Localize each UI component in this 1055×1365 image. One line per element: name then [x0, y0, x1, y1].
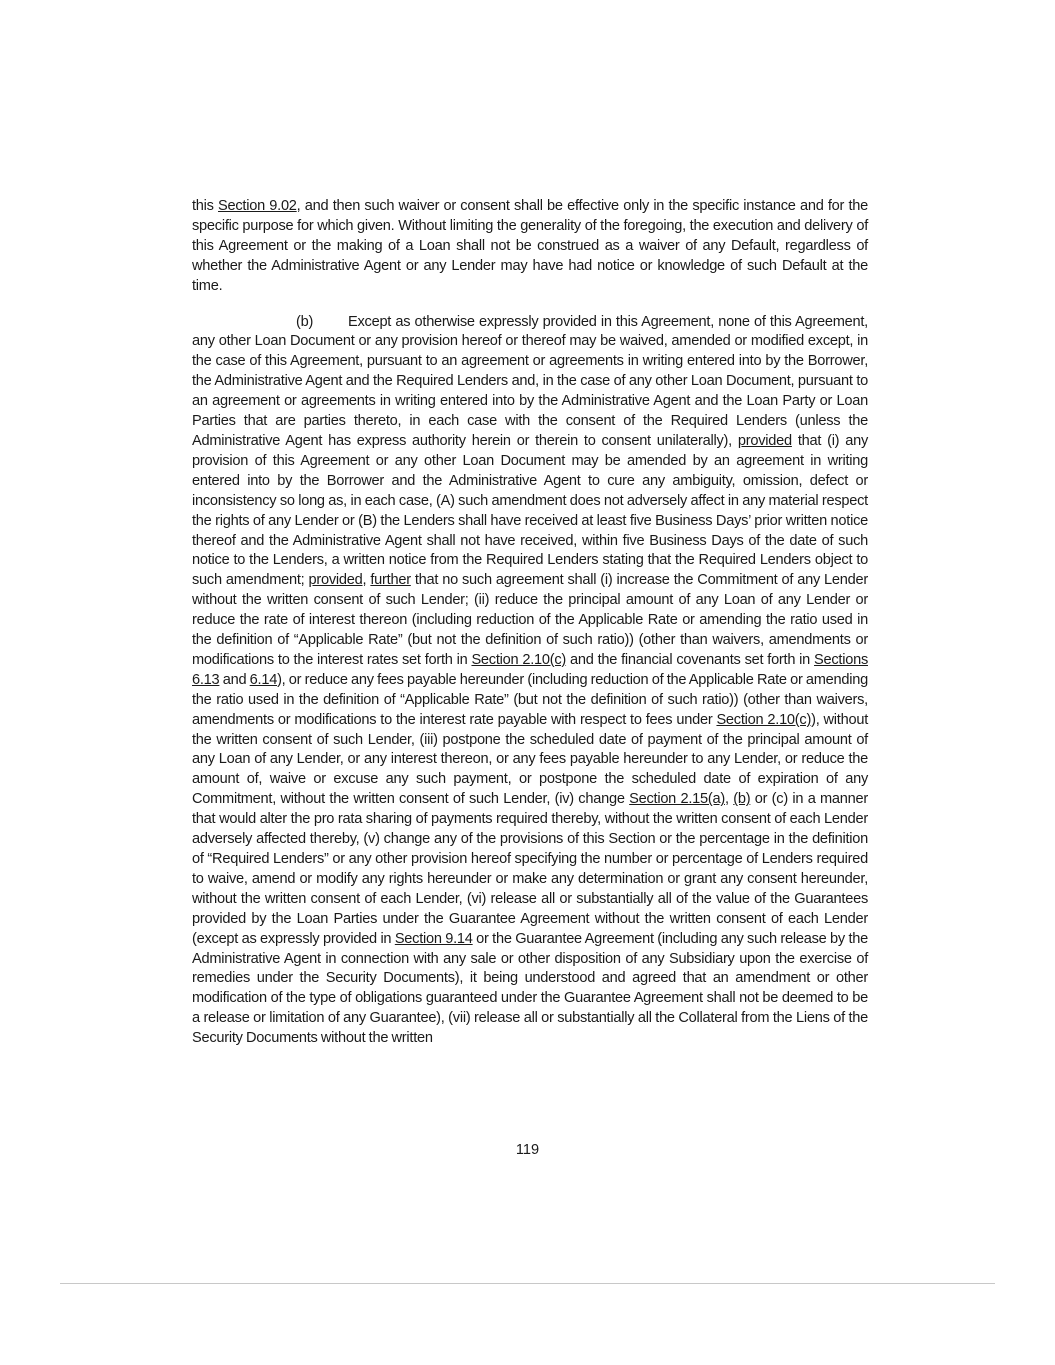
section-reference: (b) — [733, 791, 751, 808]
page-number: 119 — [515, 1142, 540, 1158]
text-run: , and then such waiver or consent shall be effective only in the specific instance and for the specific purpose for which given. Without limiting the generality of the foregoing, the execution and delivery of this Agreement or the making of a Loan shall not be construed as a waiver of any Default, regardless of whether the Administrative Agent or any Lender may have had notice or knowledge of such Default at the time. — [192, 198, 868, 294]
defined-term: provided — [737, 432, 792, 449]
paragraph-b — [192, 313, 868, 1050]
text-run: that (i) any provision of this Agreement or any other Loan Document may be amended by an agreement in writing entered into by the Borrower and the Administrative Agent to cure any ambiguity, omission, defect or inconsistency so long as, in each case, (A) such amendment does not adversely affect in any material respect the rights of any Lender or (B) the Lenders shall have received at least five Business Days’ prior written notice thereof and the Administrative Agent shall not have received, within five Business Days of the date of such notice to the Lenders, a written notice from the Required Lenders stating that the Required Lenders object to such amendment; — [192, 432, 869, 589]
section-reference: Section 9.02 — [218, 198, 297, 214]
text-run: ), without the written consent of such Lender, (iii) postpone the scheduled date of payment of the principal amount of any Loan of any Lender, or any interest thereon, or any fees payable hereunder to any Lender, or reduce the amount of, waive or excuse any such payment, or postpone the scheduled date of expiration of any Commitment, without the written consent of such Lender, (iv) change — [192, 711, 868, 808]
text-run: ), or reduce any fees payable hereunder (including reduction of the Applicable Rate or amending the ratio used in the definition of “Applicable Rate” (but not the definition of such ratio)) (other than waivers, amendments or modifications to the interest rate payable with respect to fees under — [192, 671, 868, 728]
section-reference: Section 2.10(c) — [471, 651, 567, 668]
defined-term: further — [370, 572, 411, 589]
text-run: or the Guarantee Agreement (including any such release by the Administrative Agent in connection with any sale or other disposition of any Subsidiary upon the exercise of remedies under the Security Documents), it being understood and agreed that an amendment or other modification of the type of obligations guaranteed under the Guarantee Agreement shall not be deemed to be a release or limitation of any Guarantee), (vii) release all or substantially all the Collateral from the Liens of the Security Documents without the written — [192, 930, 868, 1047]
paragraph-continuation — [192, 197, 868, 297]
section-reference: Section 2.15(a) — [629, 791, 725, 808]
text-run: , — [362, 572, 371, 589]
text-run: or (c) in a manner that would alter the pro rata sharing of payments required thereby, without the written consent of each Lender adversely affected thereby, (v) change any of the provisions of this Section or the percentage in the definition of “Required Lenders” or any other provision hereof specifying the number or percentage of Lenders required to waive, amend or modify any rights hereunder or make any determination or grant any consent hereunder, without the written consent of each Lender, (vi) release all or substantially all of the value of the Guarantees provided by the Loan Parties under the Guarantee Agreement without the written consent of each Lender (except as expressly provided in — [192, 791, 868, 947]
page-divider — [60, 1283, 995, 1284]
defined-term: provided — [308, 572, 363, 589]
section-reference: Sections 6.13 — [192, 651, 868, 688]
text-run: , — [724, 791, 734, 808]
text-run: Except as otherwise expressly provided in this Agreement, none of this Agreement, any other Loan Document or any provision hereof or thereof may be waived, amended or modified except, in the case of this Agreement, pursuant to an agreement or agreements in writing entered into by the Borrower, the Administrative Agent and the Required Lenders and, in the case of any other Loan Document, pursuant to an agreement or agreements in writing entered into by the Administrative Agent and the Loan Party or Loan Parties that are parties thereto, in each case with the consent of the Required Lenders (unless the Administrative Agent has express authority herein or therein to consent unilaterally), — [192, 313, 868, 449]
document-body — [192, 197, 868, 1049]
paragraph-label: (b) — [296, 313, 314, 330]
text-run: and the financial covenants set forth in — [566, 651, 815, 668]
text-run: that no such agreement shall (i) increase the Commitment of any Lender without the written consent of such Lender; (ii) reduce the principal amount of any Loan of any Lender or reduce the rate of interest thereon (including reduction of the Applicable Rate or amending the ratio used in the definition of “Applicable Rate” (but not the definition of such ratio)) (other than waivers, amendments or modifications to the interest rates set forth in — [192, 572, 869, 668]
section-reference: 6.14 — [249, 671, 278, 688]
text-run: and — [219, 671, 250, 688]
section-reference: Section 9.14 — [394, 930, 473, 947]
text-run: this — [192, 198, 219, 214]
section-reference: Section 2.10(c) — [716, 711, 812, 728]
